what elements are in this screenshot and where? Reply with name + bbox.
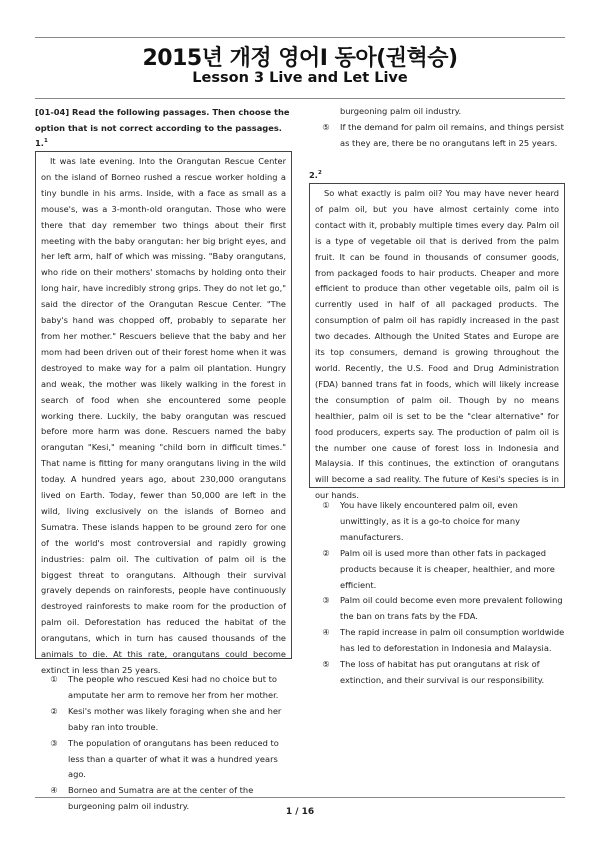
question-1-number: 1.$^1$ xyxy=(35,138,48,148)
question-2-number: 2.$^2$ xyxy=(309,170,322,180)
option-1-4-continued: burgeoning palm oil industry. xyxy=(340,106,462,116)
lesson-subtitle: Lesson 3 Live and Let Live xyxy=(192,70,408,86)
passage-2-box xyxy=(309,183,565,501)
option-1-3[interactable]: ③ The population of orangutans has been reduced to less than a quarter of what it was a hundred years ago. xyxy=(50,737,279,780)
footer-rule xyxy=(35,797,565,798)
title-rule xyxy=(35,98,565,99)
passage-1-box xyxy=(35,151,292,675)
top-rule xyxy=(35,37,565,38)
page-title: 2015년 개정 영어I 동아(권혁승) xyxy=(142,46,458,71)
option-2-4[interactable]: ④ The rapid increase in palm oil consumption worldwide has led to deforestation in Indonesia and Malaysia. xyxy=(322,627,565,654)
option-2-1[interactable]: ① You have likely encountered palm oil, even unwittingly, as it is a go-to choice for many manufacturers. xyxy=(322,500,521,542)
instructions: [01-04] Read the following passages. Then choose the option that is not correct according to the passages. xyxy=(35,107,290,133)
option-1-1[interactable]: ① The people who rescued Kesi had no choice but to amputate her arm to remove her from her mother. xyxy=(50,674,279,700)
question-1-options xyxy=(46,672,292,815)
option-2-5[interactable]: ⑤ The loss of habitat has put orangutans at risk of extinction, and their survival is our responsibility. xyxy=(322,659,545,685)
passage-2-text: So what exactly is palm oil? You may have never heard of palm oil, but you have almost certainly come into contact with it, probably multiple times every day. Palm oil is a type of vegetable oil that is derived from the palm fruit. It can be found in thousands of consumer goods, from packaged foods to hair products. Cheaper and more efficient to produce than other vegetable oils, palm oil is currently used in half of all packaged products. The consumption of palm oil has rapidly increased in the past two decades. Although the United States and Europe are its top consumers, demand is growing throughout the world. Recently, the U.S. Food and Drug Administration (FDA) banned trans fat in foods, which will likely increase the consumption of palm oil. Though by no means healthier, palm oil is set to be the "clear alternative" for food producers, experts say. The production of palm oil is the number one cause of forest loss in Indonesia and Malaysia. If this continues, the extinction of orangutans will become a sad reality. The future of Kesi's species is in our hands. xyxy=(315,188,559,501)
option-2-3[interactable]: ③ Palm oil could become even more prevalent following the ban on trans fats by the FDA. xyxy=(322,595,563,622)
option-2-2[interactable]: ② Palm oil is used more than other fats in packaged products because it is cheaper, healthier, and more efficient. xyxy=(322,547,555,590)
question-1-options-continued xyxy=(318,104,566,152)
page-number: 1 / 16 xyxy=(285,807,315,817)
option-1-4[interactable]: ④ Borneo and Sumatra are at the center of the burgeoning palm oil industry. xyxy=(50,785,254,812)
option-1-5[interactable]: ⑤ If the demand for palm oil remains, and things persist as they are, there be no orangutans left in 25 years. xyxy=(322,121,564,148)
question-2-options xyxy=(318,498,566,689)
option-1-2[interactable]: ② Kesi's mother was likely foraging when she and her baby ran into trouble. xyxy=(50,705,282,732)
passage-1-text: It was late evening. Into the Orangutan Rescue Center on the island of Borneo rushed a rescue worker holding a tiny bundle in his arms. Inside, with a face as small as a mouse's, was a 3-month-old orangutan. Those who were there that day remember two things about their first meeting with the baby orangutan: her big bright eyes, and her left arm, half of which was missing. "Baby orangutans, who ride on their mothers' stomachs by holding onto their long hair, have incredibly strong grips. They do not let go," said the director of the Orangutan Rescue Center. "The baby's hand was chopped off, probably to separate her from her mother." Rescuers believe that the baby and her mom had been driven out of their forest home when it was destroyed to make way for a palm oil plantation. Hungry and weak, the mother was likely walking in the forest in search of food when she encountered some people working there. Luckily, the baby orangutan was rescued before more harm was done. Rescuers named the baby orangutan "Kesi," meaning "child born in difficult times." That name is fitting for many orangutans living in the wild today. A hundred years ago, about 230,000 orangutans lived on Earth. Today, fewer than 50,000 are left in the wild, living exclusively on the islands of Borneo and Sumatra. These islands happen to be ground zero for one of the world's most controversial and rapidly growing industries: palm oil. The cultivation of palm oil is the biggest threat to orangutans. Although their survival gravely depends on rainforests, people have continuously destroyed rainforests to make room for the production of palm oil. Deforestation has reduced the habitat of the orangutans, which in turn has caused thousands of the animals to die. At this rate, orangutans could become extinct in less than 25 years. xyxy=(41,156,286,675)
